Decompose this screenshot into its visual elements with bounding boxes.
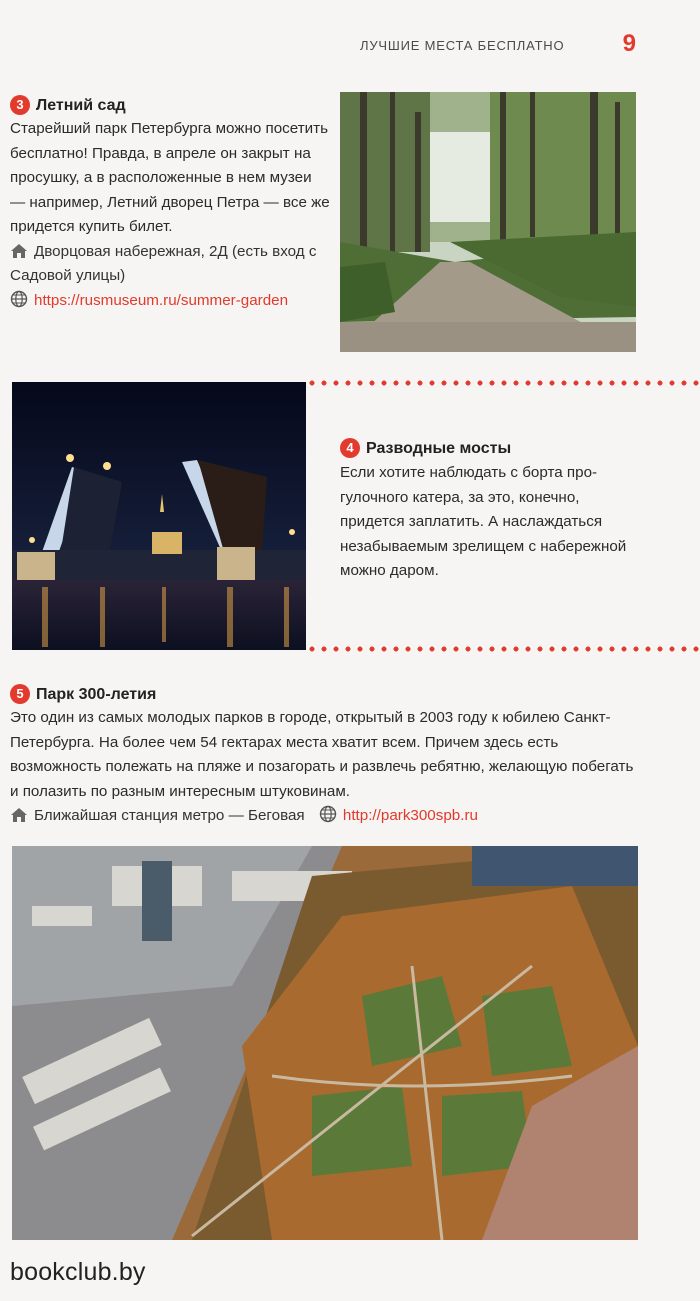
globe-icon (10, 290, 28, 308)
section-number-badge: 4 (340, 438, 360, 458)
summer-garden-photo (340, 92, 636, 352)
section-title: Парк 300-летия (36, 686, 157, 703)
section-description: Старейший парк Петербурга можно посетить бесплатно! Правда, в апреле он закрыт на просушку, а в расположенные в нем музеи — например, Летний дворец Петра — все же придется купить билет. (10, 120, 330, 235)
section-drawbridges (340, 438, 640, 584)
section-number-badge: 5 (10, 684, 30, 704)
dotted-separator (306, 380, 700, 386)
address-text: Ближайшая станция метро — Беговая (34, 807, 305, 824)
watermark: bookclub.by (10, 1258, 146, 1286)
web-line (10, 289, 330, 314)
section-title: Летний сад (36, 97, 126, 114)
park-aerial-photo (12, 846, 638, 1240)
section-description: Это один из самых молодых парков в городе, открытый в 2003 году к юбилею Санкт-Петербурга. На более чем 54 гектарах места хватит всем. Причем здесь есть возможность полежать на пляже и позагорать и развлечь ребятню, желающую побегать и полазить по разным интересным штуковинам. (10, 709, 634, 800)
section-park-300 (10, 684, 640, 829)
website-link[interactable]: https://rusmuseum.ru/summer-garden (34, 291, 289, 309)
globe-icon (319, 805, 337, 823)
home-icon (10, 243, 28, 259)
address-text: Дворцовая набережная, 2Д (есть вход с Садовой улицы) (10, 242, 317, 284)
dotted-separator (306, 646, 700, 652)
info-line (10, 804, 640, 829)
section-description: Если хотите наблюдать с борта прогулочного катера, за это, конечно, придется заплатить. А наслаждаться незабываемым зрелищем с набережной можно даром. (340, 464, 627, 579)
page-number: 9 (622, 30, 636, 57)
home-icon (10, 807, 28, 823)
website-link[interactable]: http://park300spb.ru (342, 807, 478, 824)
section-number-badge: 3 (10, 95, 30, 115)
address-line (10, 240, 330, 289)
section-summer-garden (10, 95, 330, 313)
section-title: Разводные мосты (366, 440, 512, 457)
running-title: ЛУЧШИЕ МЕСТА БЕСПЛАТНО (360, 38, 565, 53)
drawbridge-night-photo (12, 382, 306, 650)
